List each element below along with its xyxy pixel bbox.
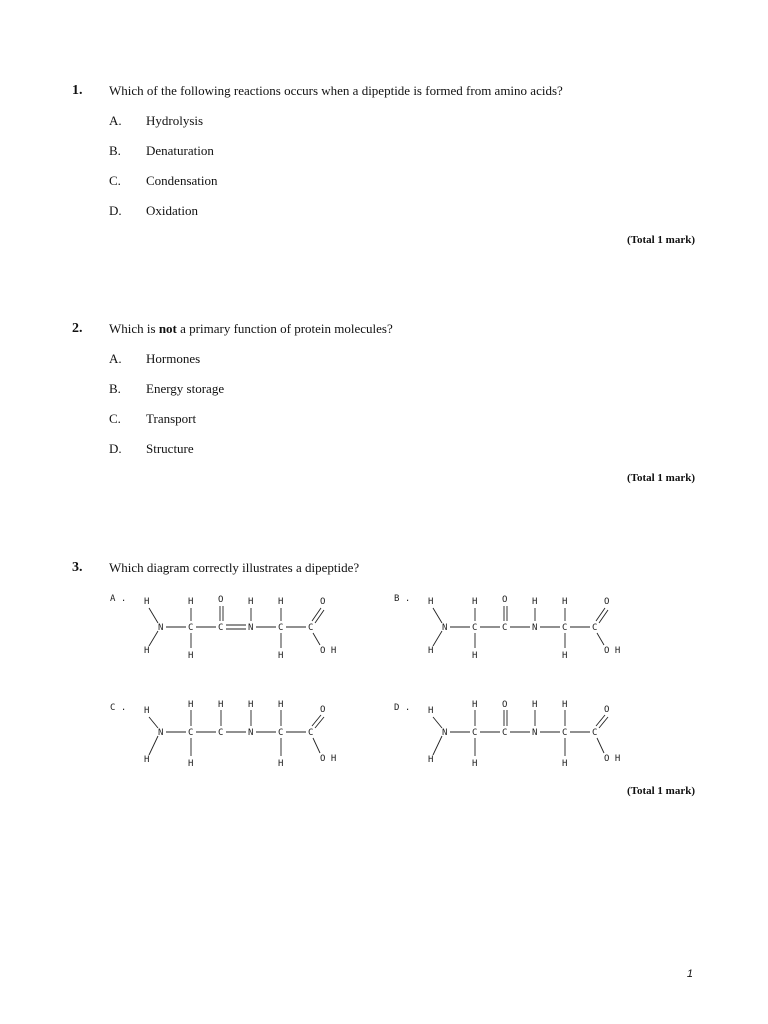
q2-option-c-text: Transport: [146, 411, 197, 426]
bond: [597, 633, 604, 645]
bond: [149, 736, 158, 755]
atom-n: N: [248, 728, 254, 738]
bond: [599, 610, 608, 623]
atom-n: N: [158, 623, 164, 633]
atom-n: N: [532, 728, 538, 738]
atom-h: H: [428, 706, 434, 716]
atom-h: H: [144, 706, 150, 716]
q1-option-a-letter: A.: [109, 113, 122, 128]
atom-c: C: [562, 623, 568, 633]
atom-o: O: [502, 595, 508, 605]
atom-o: O: [218, 595, 224, 605]
bond: [599, 717, 608, 728]
atom-n: N: [248, 623, 254, 633]
atom-c: C: [218, 623, 224, 633]
atom-h: H: [562, 651, 568, 661]
bond: [312, 608, 321, 621]
atom-oh: O H: [320, 646, 337, 656]
bond: [312, 715, 321, 726]
q2-text: [109, 321, 393, 337]
atom-h: H: [144, 755, 150, 765]
atom-c: C: [472, 623, 478, 633]
atom-c: C: [188, 623, 194, 633]
atom-c: C: [188, 728, 194, 738]
atom-o: O: [502, 700, 508, 710]
atom-c: C: [592, 623, 598, 633]
bond: [433, 717, 442, 728]
atom-oh: O H: [320, 754, 337, 764]
atom-c: C: [278, 623, 284, 633]
atom-h: H: [562, 700, 568, 710]
atom-n: N: [158, 728, 164, 738]
atom-c: C: [472, 728, 478, 738]
atom-c: C: [308, 728, 314, 738]
bond: [313, 738, 320, 753]
atom-h: H: [472, 597, 478, 607]
q2-text-after: a primary function of protein molecules?: [176, 321, 393, 336]
atom-h: H: [472, 700, 478, 710]
q1-number: 1.: [72, 83, 83, 98]
atom-h: H: [248, 700, 254, 710]
bond: [149, 608, 158, 623]
atom-h: H: [144, 597, 150, 607]
atom-h: H: [144, 646, 150, 656]
q1-option-c-letter: C.: [109, 173, 121, 188]
diagram-d-label: D .: [394, 703, 411, 713]
atom-h: H: [278, 651, 284, 661]
atom-h: H: [428, 646, 434, 656]
atom-o: O: [320, 705, 326, 715]
bond: [315, 610, 324, 623]
q1-option-b-letter: B.: [109, 143, 121, 158]
q3-diagram-b: [392, 588, 632, 661]
q1-option-d-letter: D.: [109, 203, 122, 218]
q3-text-before: Which diagram correctly illustrates a dipeptide?: [109, 560, 360, 575]
q3-total-mark: (Total 1 mark): [626, 785, 695, 797]
q2-option-a-letter: A.: [109, 351, 122, 366]
q3-diagram-a: [108, 588, 348, 661]
atom-c: C: [502, 623, 508, 633]
atom-h: H: [188, 597, 194, 607]
atom-h: H: [278, 597, 284, 607]
bond: [433, 631, 442, 646]
atom-n: N: [532, 623, 538, 633]
q1-option-d-text: Oxidation: [146, 203, 198, 218]
atom-h: H: [562, 759, 568, 769]
diagram-a-label: A .: [110, 594, 127, 604]
atom-n: N: [442, 623, 448, 633]
atom-h: H: [428, 755, 434, 765]
atom-o: O: [320, 597, 326, 607]
q2-option-b-letter: B.: [109, 381, 121, 396]
atom-h: H: [188, 759, 194, 769]
atom-c: C: [592, 728, 598, 738]
atom-h: H: [278, 759, 284, 769]
q3-number: 3.: [72, 560, 83, 575]
atom-oh: O H: [604, 646, 621, 656]
atom-h: H: [472, 759, 478, 769]
q1-text-before: Which of the following reactions occurs when a dipeptide is formed from amino acids?: [109, 83, 563, 98]
q2-option-d-text: Structure: [146, 441, 194, 456]
atom-o: O: [604, 705, 610, 715]
bond: [596, 608, 605, 621]
atom-c: C: [308, 623, 314, 633]
q3-diagram-c: [108, 697, 348, 767]
q3-text: [109, 560, 359, 576]
page-number: 1: [686, 968, 693, 980]
atom-h: H: [532, 700, 538, 710]
q1-total-mark: (Total 1 mark): [626, 234, 695, 246]
q2-number: 2.: [72, 321, 83, 336]
bond: [315, 717, 324, 728]
bond: [149, 631, 158, 646]
q2-option-d-letter: D.: [109, 441, 122, 456]
atom-o: O: [604, 597, 610, 607]
q1-option-c-text: Condensation: [146, 173, 218, 188]
q2-option-c-letter: C.: [109, 411, 121, 426]
q2-total-mark: (Total 1 mark): [626, 472, 695, 484]
atom-h: H: [188, 700, 194, 710]
q3-diagram-d: [392, 697, 632, 767]
atom-oh: O H: [604, 754, 621, 764]
bond: [433, 608, 442, 623]
atom-h: H: [248, 597, 254, 607]
bond: [597, 738, 604, 753]
bond: [596, 715, 605, 726]
diagram-c-label: C .: [110, 703, 127, 713]
atom-c: C: [502, 728, 508, 738]
q2-text-before: Which is: [109, 321, 159, 336]
atom-c: C: [562, 728, 568, 738]
atom-h: H: [218, 700, 224, 710]
q1-text: [109, 83, 563, 99]
atom-c: C: [218, 728, 224, 738]
bond: [433, 736, 442, 755]
atom-h: H: [428, 597, 434, 607]
q2-option-b-text: Energy storage: [146, 381, 225, 396]
q2-text-emphasis: not: [158, 321, 177, 336]
atom-h: H: [472, 651, 478, 661]
atom-h: H: [188, 651, 194, 661]
atom-h: H: [278, 700, 284, 710]
atom-h: H: [532, 597, 538, 607]
atom-n: N: [442, 728, 448, 738]
q2-option-a-text: Hormones: [146, 351, 201, 366]
diagram-b-label: B .: [394, 594, 411, 604]
atom-h: H: [562, 597, 568, 607]
atom-c: C: [278, 728, 284, 738]
q1-option-b-text: Denaturation: [146, 143, 214, 158]
q1-option-a-text: Hydrolysis: [146, 113, 204, 128]
bond: [313, 633, 320, 645]
bond: [149, 717, 158, 728]
